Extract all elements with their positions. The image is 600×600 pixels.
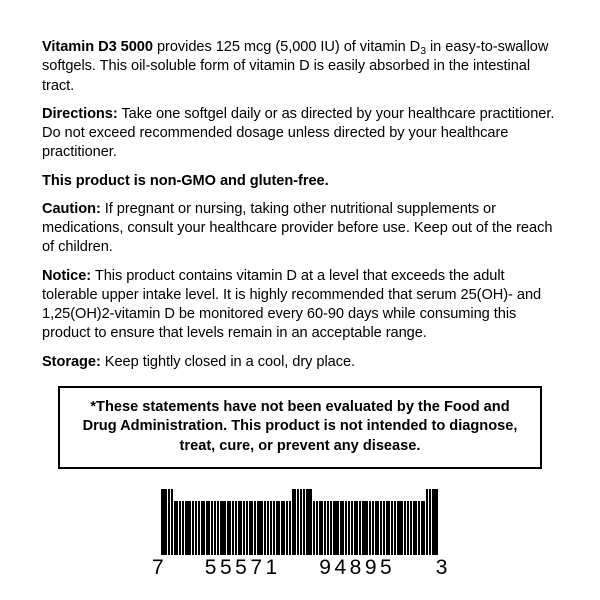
barcode-bar bbox=[273, 501, 275, 555]
description-text-before-subscript: provides 125 mcg (5,000 IU) of vitamin D bbox=[152, 39, 421, 55]
barcode-bar bbox=[276, 501, 280, 555]
barcode-bar bbox=[281, 501, 285, 555]
barcode-bar bbox=[319, 501, 323, 555]
barcode-bar bbox=[324, 501, 326, 555]
upc-left-digit: 7 bbox=[152, 555, 165, 579]
barcode-bar bbox=[306, 489, 312, 555]
barcode-bar bbox=[333, 501, 339, 555]
non-gmo-gluten-free-line: This product is non-GMO and gluten-free. bbox=[42, 172, 329, 189]
barcode-bar bbox=[300, 489, 302, 555]
barcode-bar bbox=[372, 501, 374, 555]
barcode-block bbox=[42, 489, 558, 580]
barcode-bar bbox=[185, 501, 191, 555]
directions-heading: Directions: bbox=[42, 105, 118, 122]
barcode-bar bbox=[421, 501, 425, 555]
fda-disclaimer-text: *These statements have not been evaluated by the Food and Drug Administration. This product is not intended to diagnose, treat, cure, or prevent any disease. bbox=[82, 398, 518, 454]
barcode-bar bbox=[227, 501, 231, 555]
barcode-bar bbox=[195, 501, 197, 555]
barcode-bar bbox=[257, 501, 263, 555]
barcode-bar bbox=[303, 489, 305, 555]
notice-paragraph bbox=[42, 267, 558, 344]
barcode-bar bbox=[426, 489, 428, 555]
upc-barcode bbox=[161, 489, 439, 555]
directions-paragraph bbox=[42, 105, 558, 163]
caution-heading: Caution: bbox=[42, 200, 101, 217]
barcode-bar bbox=[340, 501, 344, 555]
barcode-bar bbox=[407, 501, 409, 555]
barcode-bar bbox=[264, 501, 266, 555]
barcode-bar bbox=[254, 501, 256, 555]
barcode-bar bbox=[238, 501, 242, 555]
directions-text: Take one softgel daily or as directed by your healthcare practitioner. Do not exceed recommended dosage unless directed by your healthcare practitioner. bbox=[42, 105, 555, 161]
barcode-bar bbox=[243, 501, 245, 555]
barcode-bar bbox=[313, 501, 315, 555]
barcode-bar bbox=[232, 501, 234, 555]
storage-text: Keep tightly closed in a cool, dry place. bbox=[100, 353, 356, 370]
barcode-bar bbox=[375, 501, 379, 555]
barcode-bar bbox=[235, 501, 237, 555]
barcode-bar bbox=[413, 501, 417, 555]
barcode-bar bbox=[316, 501, 318, 555]
barcode-bar bbox=[192, 501, 194, 555]
barcode-bar bbox=[270, 501, 272, 555]
barcode-bar bbox=[359, 501, 361, 555]
barcode-bar bbox=[397, 501, 403, 555]
barcode-bar bbox=[201, 501, 205, 555]
barcode-bar bbox=[292, 489, 296, 555]
fda-disclaimer-box bbox=[58, 386, 542, 469]
upc-middle-right-digits: 94895 bbox=[319, 555, 396, 579]
product-description-paragraph bbox=[42, 38, 558, 96]
subscript-3: 3 bbox=[420, 44, 426, 57]
barcode-bar bbox=[289, 501, 291, 555]
barcode-bar bbox=[297, 489, 299, 555]
barcode-bar bbox=[286, 501, 288, 555]
barcode-bar bbox=[246, 501, 248, 555]
barcode-bar bbox=[171, 489, 173, 555]
caution-paragraph bbox=[42, 200, 558, 258]
description-text-after-subscript: in easy-to-swallow softgels. This oil-soluble form of vitamin D is easily absorbed in the intestinal tract. bbox=[42, 39, 549, 94]
storage-heading: Storage: bbox=[42, 353, 101, 370]
barcode-bar bbox=[267, 501, 269, 555]
barcode-bar bbox=[249, 501, 253, 555]
barcode-bar bbox=[410, 501, 412, 555]
barcode-bar bbox=[327, 501, 329, 555]
barcode-bar bbox=[380, 501, 382, 555]
barcode-bar bbox=[174, 501, 178, 555]
barcode-bar bbox=[214, 501, 216, 555]
barcode-bar bbox=[351, 501, 353, 555]
barcode-bar bbox=[182, 501, 184, 555]
barcode-bar bbox=[386, 501, 390, 555]
barcode-bar bbox=[404, 501, 406, 555]
barcode-bar bbox=[198, 501, 200, 555]
product-name: Vitamin D3 5000 bbox=[42, 39, 153, 55]
upc-middle-left-digits: 55571 bbox=[204, 555, 281, 579]
barcode-bar bbox=[369, 501, 371, 555]
barcode-bar bbox=[391, 501, 393, 555]
barcode-bar bbox=[354, 501, 358, 555]
barcode-bar bbox=[348, 501, 350, 555]
notice-text: This product contains vitamin D at a level that exceeds the adult tolerable upper intake level. It is highly recommended that serum 25(OH)- and 1,25(OH)2-vitamin D be monitored every 60-90 days while consuming this product to ensure that levels remain in an acceptable range. bbox=[42, 267, 542, 342]
barcode-bar bbox=[217, 501, 219, 555]
barcode-bar bbox=[211, 501, 213, 555]
barcode-bar bbox=[383, 501, 385, 555]
upc-check-digit: 3 bbox=[435, 555, 448, 579]
barcode-bar bbox=[330, 501, 332, 555]
barcode-bar bbox=[206, 501, 210, 555]
barcode-bar bbox=[168, 489, 170, 555]
barcode-bar bbox=[220, 501, 226, 555]
storage-paragraph bbox=[42, 353, 558, 372]
barcode-bar bbox=[161, 489, 167, 555]
barcode-bar bbox=[345, 501, 347, 555]
barcode-bar bbox=[432, 489, 438, 555]
barcode-bar bbox=[179, 501, 181, 555]
notice-heading: Notice: bbox=[42, 267, 92, 284]
upc-digits bbox=[150, 556, 450, 580]
barcode-bar bbox=[418, 501, 420, 555]
barcode-bar bbox=[429, 489, 431, 555]
barcode-bar bbox=[362, 501, 368, 555]
barcode-bar bbox=[394, 501, 396, 555]
caution-text: If pregnant or nursing, taking other nutritional supplements or medications, consult your healthcare provider before use. Keep out of the reach of children. bbox=[42, 200, 553, 256]
